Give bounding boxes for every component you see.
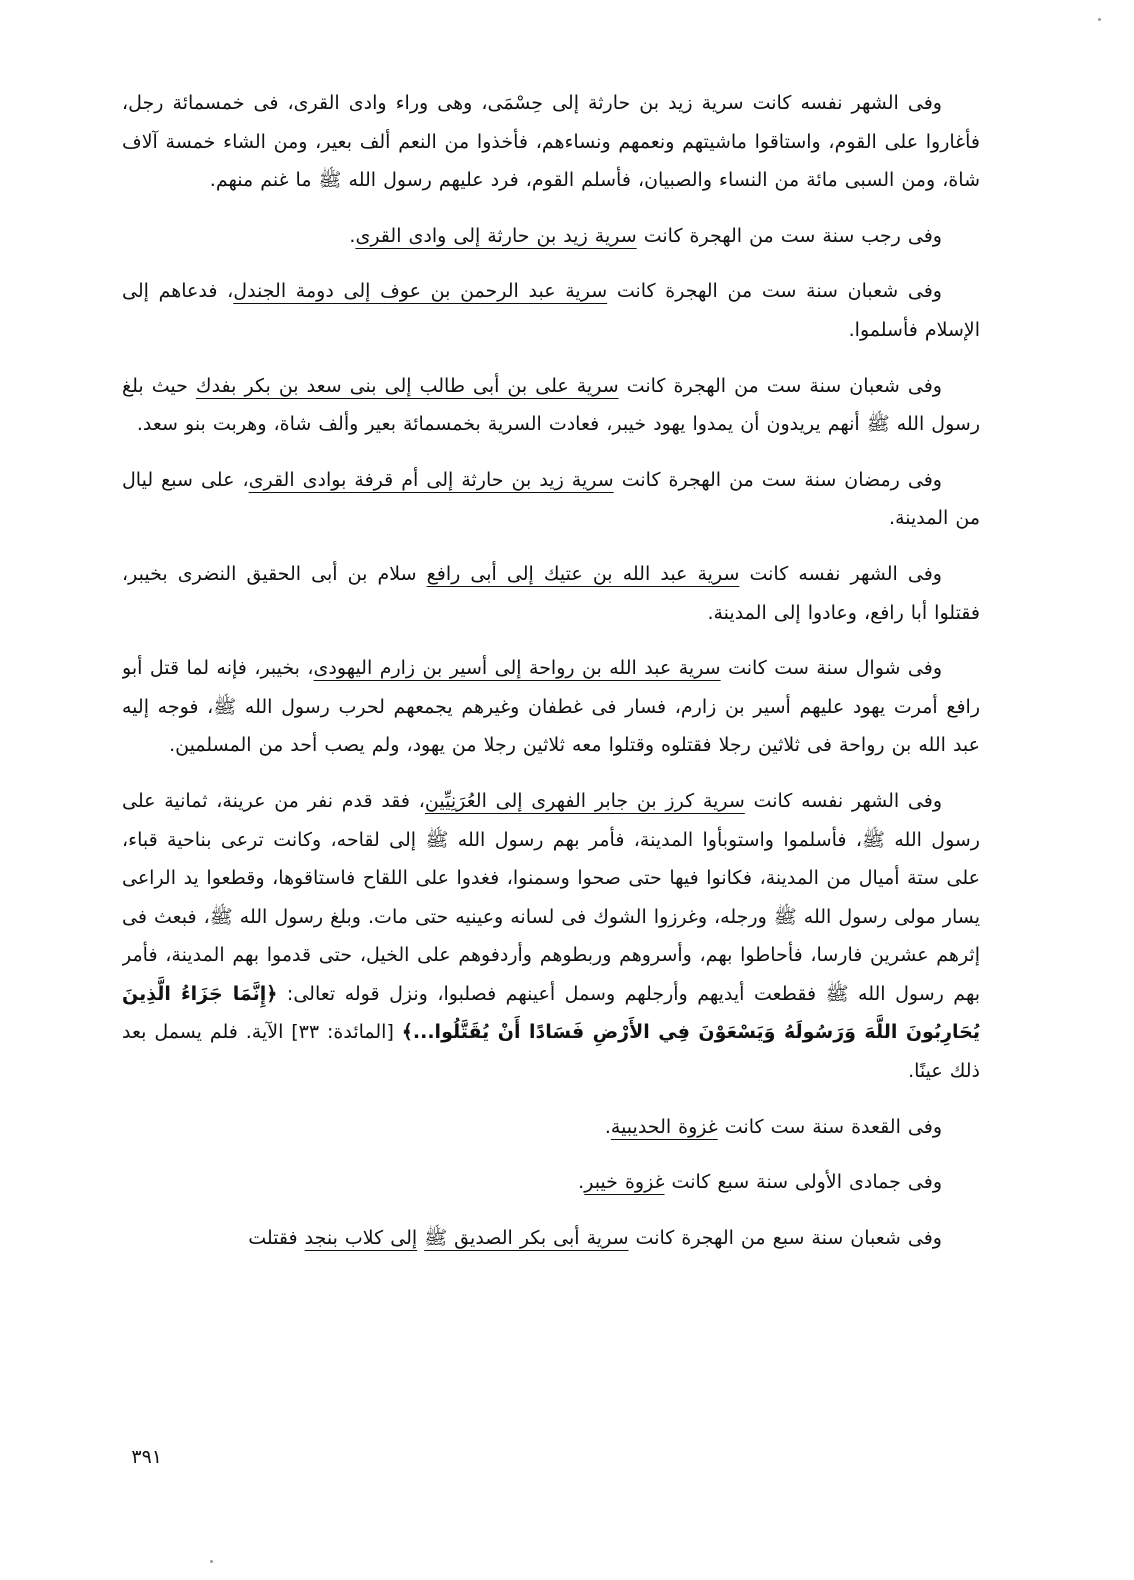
- text-run: وفى الشهر نفسه كانت: [744, 789, 943, 812]
- document-body: [122, 84, 980, 1444]
- quran-verse: ﴿إِنَّمَا جَزَاءُ الَّذِينَ يُحَارِبُونَ اللَّهَ وَرَسُولَهُ وَيَسْعَوْنَ فِي الأَرْضِ فَسَادًا أَنْ يُقَتَّلُوا...﴾: [122, 982, 980, 1044]
- text-run: .: [349, 224, 356, 247]
- text-run: وفى القعدة سنة ست كانت: [717, 1115, 942, 1138]
- paragraph: [122, 272, 980, 349]
- underlined-heading: غزوة الحديبية: [610, 1115, 718, 1138]
- underlined-heading: سرية على بن أبى طالب إلى بنى سعد بن بكر بفدك: [195, 374, 619, 397]
- underlined-heading: سرية كرز بن جابر الفهرى إلى العُرَنِيِّين: [424, 789, 745, 812]
- underlined-heading: سرية زيد بن حارثة إلى أم قرفة بوادى القرى: [248, 468, 614, 491]
- page-number: ٣٩١: [131, 1446, 162, 1468]
- text-run: ، على سبع ليال من المدينة.: [122, 468, 980, 530]
- text-run: وفى الشهر نفسه كانت: [739, 562, 942, 585]
- text-run: حيث بلغ رسول الله ﷺ أنهم يريدون أن يمدوا يهود خيبر، فعادت السرية بخمسمائة بعير وألف شاة، وهربت بنو سعد.: [122, 374, 980, 436]
- paragraph: [122, 1219, 980, 1258]
- text-run: وفى شعبان سنة ست من الهجرة كانت: [618, 374, 942, 397]
- scan-speck: [1098, 18, 1101, 21]
- underlined-heading: سرية أبى بكر الصديق ﷺ: [424, 1226, 629, 1249]
- text-run: .: [578, 1171, 585, 1194]
- paragraph: [122, 782, 980, 1091]
- text-run: وفى شوال سنة ست كانت: [720, 657, 942, 680]
- text-run: وفى الشهر نفسه كانت سرية زيد بن حارثة إلى حِسْمَى، وهى وراء وادى القرى، فى خمسمائة رجل، فأغاروا على القوم، واستاقوا ماشيتهم ونعمهم ونساءهم، فأخذوا من النعم ألف بعير، ومن الشاء خمسة آلاف شاة، ومن السبى مائة من النساء والصبيان، فأسلم القوم، فرد عليهم رسول الله ﷺ ما غنم منهم.: [122, 92, 980, 192]
- underlined-heading: سرية عبد الله بن رواحة إلى أسير بن زارم اليهودى: [313, 657, 721, 680]
- underlined-heading: سرية زيد بن حارثة إلى وادى القرى: [355, 224, 637, 247]
- text-run: وفى جمادى الأولى سنة سبع كانت: [664, 1171, 942, 1194]
- text-run: .: [604, 1115, 611, 1138]
- scan-speck: [210, 1560, 213, 1563]
- underlined-heading: غزوة خيبر: [584, 1171, 665, 1194]
- text-run: [المائدة: ٣٣] الآية. فلم يسمل بعد ذلك عينًا.: [122, 1021, 980, 1083]
- paragraph: [122, 84, 980, 200]
- text-run: سلام بن أبى الحقيق النضرى بخيبر، فقتلوا أبا رافع، وعادوا إلى المدينة.: [122, 562, 980, 624]
- paragraph: [122, 649, 980, 765]
- text-run: وفى شعبان سنة سبع من الهجرة كانت: [628, 1226, 942, 1249]
- text-run: ، فقد قدم نفر من عرينة، ثمانية على رسول الله ﷺ، فأسلموا واستوبأوا المدينة، فأمر بهم رسول الله ﷺ إلى لقاحه، وكانت ترعى بناحية قباء، على ستة أميال من المدينة، فكانوا فيها حتى صحوا وسمنوا، فغدوا على اللقاح فاستاقوها، وقطعوا يد الراعى يسار مولى رسول الله ﷺ ورجله، وغرزوا الشوك فى لسانه وعينيه حتى مات. وبلغ رسول الله ﷺ، فبعث فى إثرهم عشرين فارسا، فأحاطوا بهم، وأسروهم وربطوهم وأردفوهم على الخيل، حتى قدموا بهم المدينة، فأمر بهم رسول الله ﷺ فقطعت أيديهم وأرجلهم وسمل أعينهم فصلبوا، ونزل قوله تعالى:: [122, 789, 980, 1005]
- text-run: وفى رمضان سنة ست من الهجرة كانت: [613, 468, 942, 491]
- text-run: ، فدعاهم إلى الإسلام فأسلموا.: [122, 280, 980, 341]
- paragraph: [122, 555, 980, 632]
- text-run: ، بخيبر، فإنه لما قتل أبو رافع أمرت يهود عليهم أسير بن زارم، فسار فى غطفان وغيرهم يجمعهم لحرب رسول الله ﷺ، فوجه إليه عبد الله بن رواحة فى ثلاثين رجلا فقتلوه وقتلوا معه ثلاثين رجلا من يهود، ولم يصب أحد من المسلمين.: [122, 657, 980, 757]
- paragraph: [122, 217, 980, 256]
- paragraph: [122, 1108, 980, 1147]
- underlined-heading: سرية عبد الرحمن بن عوف إلى دومة الجندل: [233, 280, 608, 303]
- text-run: فقتلت: [248, 1226, 305, 1249]
- paragraph: [122, 367, 980, 444]
- paragraph: [122, 461, 980, 538]
- underlined-heading: إلى كلاب بنجد: [304, 1226, 418, 1249]
- text-run: وفى شعبان سنة ست من الهجرة كانت: [607, 280, 942, 303]
- text-run: وفى رجب سنة ست من الهجرة كانت: [636, 224, 942, 247]
- paragraph: [122, 1163, 980, 1202]
- underlined-heading: سرية عبد الله بن عتيك إلى أبى رافع: [426, 562, 740, 585]
